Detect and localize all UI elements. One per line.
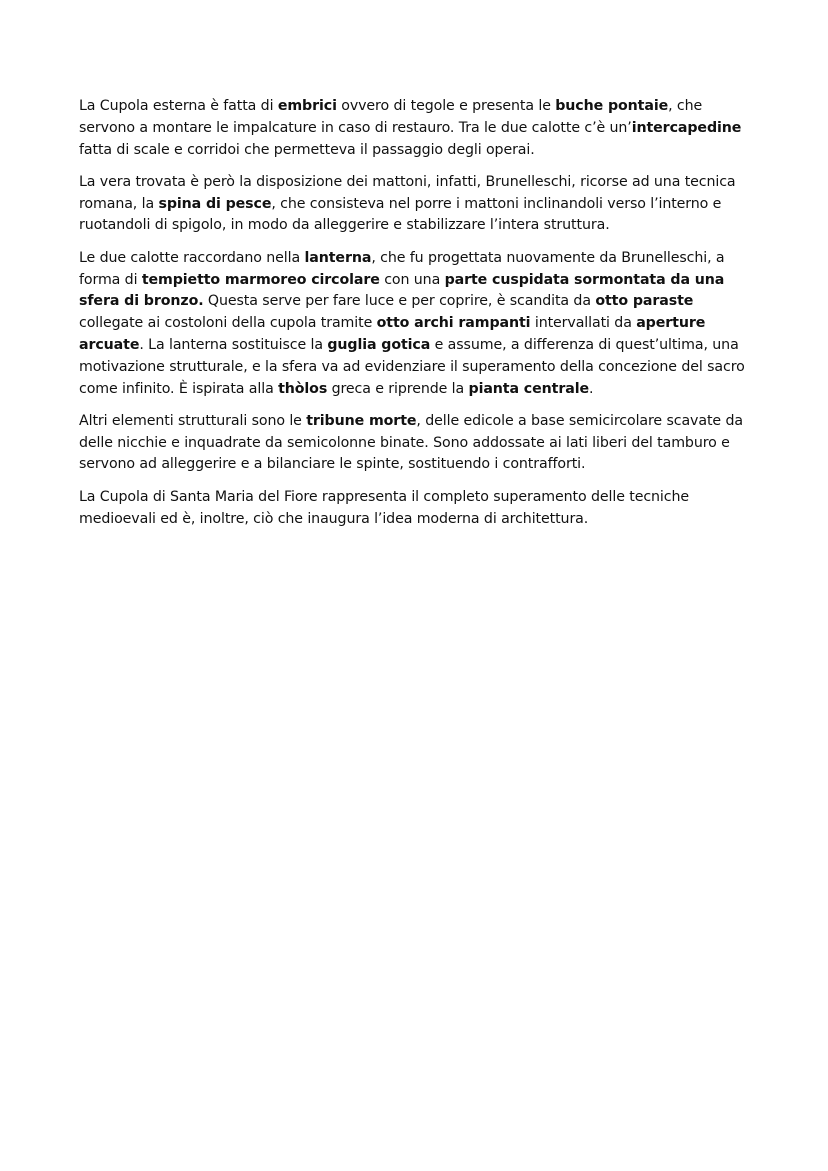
text-run: , che fu progettata nuovamente da Brunelleschi, a forma di	[79, 249, 725, 288]
bold-text: buche pontaie	[555, 98, 669, 114]
bold-text: aperture arcuate	[79, 315, 706, 353]
document-body	[79, 96, 748, 530]
text-run: intervallati da	[530, 315, 637, 332]
text-run: Altri elementi strutturali sono le	[79, 412, 307, 429]
text-run: La Cupola esterna è fatta di	[79, 98, 278, 114]
text-run: La vera trovata è però la disposizione dei mattoni, infatti, Brunelleschi, ricorse ad una tecnica romana, la	[79, 173, 736, 212]
bold-text: embrici	[277, 98, 337, 114]
paragraph	[79, 487, 748, 531]
text-run: greca e riprende la	[327, 380, 469, 397]
bold-text: tempietto marmoreo circolare	[141, 271, 380, 288]
bold-text: thòlos	[278, 380, 328, 397]
bold-text: pianta centrale	[468, 380, 589, 397]
paragraph	[79, 172, 748, 237]
paragraph	[79, 411, 748, 476]
text-run: con una	[379, 271, 445, 288]
paragraph	[79, 248, 748, 401]
text-run: La Cupola di Santa Maria del Fiore rappresenta il completo superamento delle tecniche medioevali ed è, inoltre, ciò che inaugura l’idea moderna di architettura.	[79, 488, 689, 527]
text-run: collegate ai costoloni della cupola tramite	[79, 315, 377, 332]
text-run: .	[588, 380, 594, 397]
text-run: , che consisteva nel porre i mattoni inclinandoli verso l’interno e ruotandoli di spigolo, in modo da alleggerire e stabilizzare l’intera struttura.	[79, 195, 722, 234]
bold-text: intercapedine	[631, 119, 742, 136]
bold-text: parte cuspidata sormontata da una sfera di bronzo.	[79, 271, 725, 310]
bold-text: tribune morte	[306, 412, 417, 429]
text-run: . La lanterna sostituisce la	[139, 336, 328, 353]
paragraph	[79, 96, 748, 161]
text-run: e assume, a differenza di quest’ultima, una motivazione strutturale, e la sfera va ad evidenziare il superamento della concezione del sacro come infinito. È ispirata alla	[79, 336, 745, 397]
text-run: ovvero di tegole e presenta le	[336, 98, 556, 114]
bold-text: spina di pesce	[158, 195, 272, 212]
text-run: , delle edicole a base semicircolare scavate da delle nicchie e inquadrate da semicolonne binate. Sono addossate ai lati liberi del tamburo e servono ad alleggerire e a bilanciare le spinte, sostituendo i contrafforti.	[79, 412, 743, 473]
bold-text: otto paraste	[595, 293, 694, 310]
text-run: , che servono a montare le impalcature in caso di restauro. Tra le due calotte c’è un’	[79, 98, 703, 136]
bold-text: lanterna	[304, 249, 372, 266]
text-run: fatta di scale e corridoi che permetteva il passaggio degli operai.	[79, 141, 535, 158]
bold-text: guglia gotica	[327, 336, 431, 353]
bold-text: otto archi rampanti	[376, 315, 531, 332]
text-run: Le due calotte raccordano nella	[79, 249, 305, 266]
text-run: Questa serve per fare luce e per coprire, è scandita da	[203, 293, 596, 310]
